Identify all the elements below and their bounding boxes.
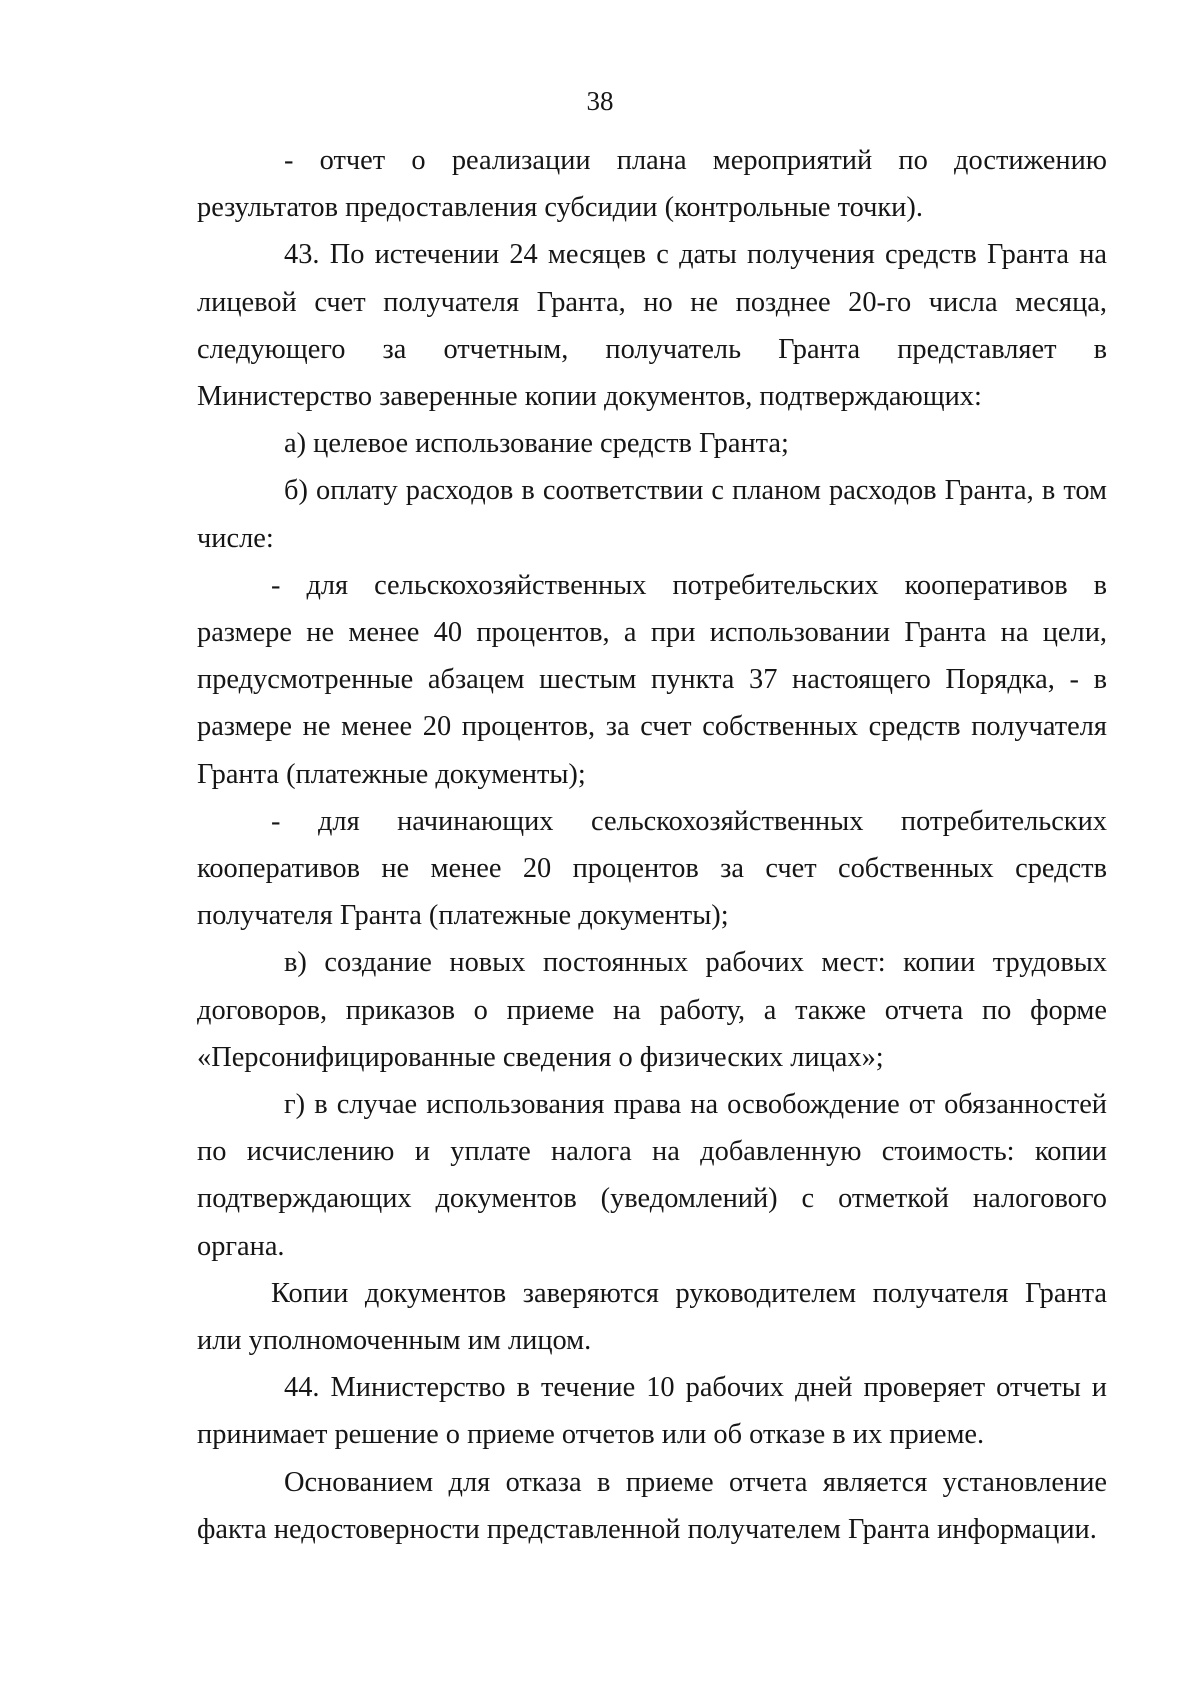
paragraph-44: 44. Министерство в течение 10 рабочих дней проверяет отчеты и принимает решение о приеме отчетов или об отказе в их приеме.	[197, 1372, 1107, 1451]
paragraph-copies-certified: Копии документов заверяются руководителем получателя Гранта или уполномоченным им лицом.	[197, 1277, 1107, 1357]
paragraph-new-cooperatives-20-percent: - для начинающих сельскохозяйственных потребительских кооперативов не менее 20 процентов за счет собственных средств получателя Гранта (платежные документы);	[197, 805, 1107, 932]
page-number: 38	[586, 86, 614, 116]
document-body	[197, 137, 1107, 1553]
paragraph-item-g: г) в случае использования права на освобождение от обязанностей по исчислению и уплате налога на добавленную стоимость: копии подтверждающих документов (уведомлений) с отметкой налогового органа.	[197, 1089, 1107, 1262]
paragraph-item-v: в) создание новых постоянных рабочих мест: копии трудовых договоров, приказов о приеме на работу, а также отчета по форме «Персонифицированные сведения о физических лицах»;	[197, 947, 1107, 1073]
paragraph-item-b: б) оплату расходов в соответствии с планом расходов Гранта, в том числе:	[197, 475, 1107, 554]
paragraph-43: 43. По истечении 24 месяцев с даты получения средств Гранта на лицевой счет получателя Гранта, но не позднее 20-го числа месяца, следующего за отчетным, получатель Гранта представляет в Министерство заверенные копии документов, подтверждающих:	[197, 239, 1107, 413]
paragraph-cooperatives-40-percent: - для сельскохозяйственных потребительских кооперативов в размере не менее 40 процентов, а при использовании Гранта на цели, предусмотренные абзацем шестым пункта 37 настоящего Порядка, - в размере не менее 20 процентов, за счет собственных средств получателя Гранта (платежные документы);	[197, 569, 1107, 790]
paragraph-report-control-points: - отчет о реализации плана мероприятий по достижению результатов предоставления субсидии (контрольные точки).	[197, 145, 1107, 224]
paragraph-item-a: а) целевое использование средств Гранта;	[284, 428, 789, 460]
paragraph-refusal-grounds: Основанием для отказа в приеме отчета является установление факта недостоверности представленной получателем Гранта информации.	[197, 1466, 1107, 1545]
